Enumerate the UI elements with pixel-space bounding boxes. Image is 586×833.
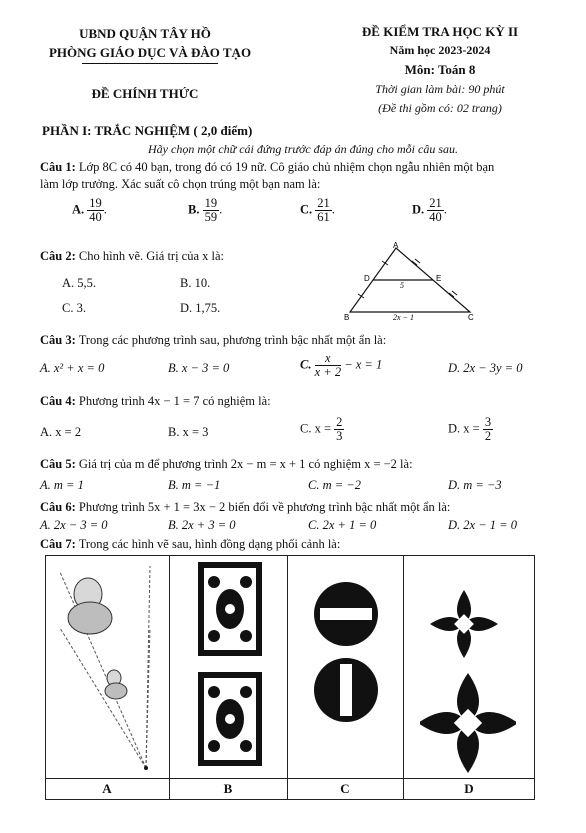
petal-small: [430, 590, 498, 658]
q6-option-b: B. 2x + 3 = 0: [168, 518, 236, 532]
q7-caption-d: D: [464, 781, 474, 796]
header-right-3: Môn: Toán 8: [404, 62, 476, 77]
q3-option-d: D. 2x − 3y = 0: [448, 361, 523, 375]
q7-caption-c: C: [340, 781, 350, 796]
label-e: E: [436, 274, 442, 283]
small-figure-body: [105, 683, 127, 699]
q2-triangle-figure: [338, 240, 488, 320]
label-bc-length: 2x − 1: [393, 313, 414, 320]
q6-question: Câu 6: Phương trình 5x + 1 = 3x − 2 biến đổi về phương trình bậc nhất một ẩn là:: [40, 500, 451, 514]
q3-option-a: A. x² + x = 0: [40, 361, 105, 375]
tick-ad: [382, 261, 388, 265]
q3-option-c: C. $\frac{x}{x + 2}$ − x = 1: [300, 351, 383, 379]
q4-option-a: A. x = 2: [40, 425, 82, 439]
part1-instruction: Hãy chọn một chữ cái đứng trước đáp án đúng cho mỗi câu sau.: [148, 142, 458, 156]
q6-option-d: D. 2x − 1 = 0: [448, 518, 517, 532]
q6-option-c: C. 2x + 1 = 0: [308, 518, 377, 532]
q4-option-d: D. x = $\frac{3}{2}$: [448, 415, 492, 443]
q7-figure-b: [190, 560, 270, 772]
tile-bottom-corner-1: [208, 686, 220, 698]
header-right-5: (Đề thi gồm có: 02 trang): [378, 101, 502, 115]
tile-top-corner-4: [240, 630, 252, 642]
sign-horizontal-bar: [320, 608, 372, 620]
q7-figure-d: [420, 578, 516, 774]
header-right-2: Năm học 2023-2024: [389, 43, 491, 57]
center-point: [144, 766, 148, 770]
q5-option-b: B. m = −1: [168, 478, 221, 492]
q5-option-c: C. m = −2: [308, 478, 361, 492]
q2-question: Câu 2: Cho hình vẽ. Giá trị của x là:: [40, 249, 225, 263]
q7-question: Câu 7: Trong các hình vẽ sau, hình đồng dạng phối cảnh là:: [40, 537, 341, 551]
header-underline: [82, 63, 218, 64]
q5-question: Câu 5: Giá trị của m để phương trình 2x − m = x + 1 có nghiệm x = −2 là:: [40, 457, 413, 471]
q4-option-c: C. x = $\frac{2}{3}$: [300, 415, 343, 443]
q3-option-b: B. x − 3 = 0: [168, 361, 230, 375]
q2-option-b: B. 10.: [180, 276, 211, 290]
tile-top-corner-2: [240, 576, 252, 588]
tile-bottom-corner-2: [240, 686, 252, 698]
ray-e: [146, 628, 150, 768]
tick-ae-2: [415, 259, 420, 263]
header-left-1: UBND QUẬN TÂY HỒ: [79, 26, 211, 41]
q6-option-a: A. 2x − 3 = 0: [40, 518, 108, 532]
tile-top-center: [225, 604, 235, 614]
header-right-4: Thời gian làm bài: 90 phút: [375, 82, 505, 96]
q1-option-c: C. $\frac{21}{61}$ .: [300, 196, 335, 224]
q2-option-a: A. 5,5.: [62, 276, 97, 290]
q7-figure-a: [46, 556, 168, 776]
label-b: B: [344, 313, 350, 320]
tile-top-corner-1: [208, 576, 220, 588]
ray-g: [60, 572, 146, 768]
q1-option-d: D. $\frac{21}{40}$ .: [412, 196, 447, 224]
q1-line1: Câu 1: Lớp 8C có 40 bạn, trong đó có 19 nữ. Cô giáo chủ nhiệm chọn ngẫu nhiên một bạn: [40, 160, 495, 174]
label-a: A: [393, 241, 399, 250]
q4-option-b: B. x = 3: [168, 425, 209, 439]
header-right-1: ĐỀ KIỂM TRA HỌC KỲ II: [361, 24, 519, 39]
tile-bottom-corner-4: [240, 740, 252, 752]
large-figure-body: [68, 602, 112, 634]
tile-top-corner-3: [208, 630, 220, 642]
q7-caption-a: A: [102, 781, 112, 796]
q2-option-c: C. 3.: [62, 301, 86, 315]
q7-caption-b: B: [223, 781, 233, 796]
tick-ec-2: [452, 291, 457, 295]
q7-figure-c: [310, 578, 382, 728]
q3-question: Câu 3: Trong các phương trình sau, phương trình bậc nhất một ẩn là:: [40, 333, 387, 347]
tile-bottom-corner-3: [208, 740, 220, 752]
header-left-3: ĐỀ CHÍNH THỨC: [91, 86, 199, 101]
label-d: D: [364, 274, 370, 283]
q1-option-b: B. $\frac{19}{59}$ .: [188, 196, 223, 224]
sign-vertical-bar: [340, 664, 352, 716]
q5-option-a: A. m = 1: [40, 478, 84, 492]
ray-f: [60, 628, 146, 768]
part1-title: PHẦN I: TRẮC NGHIỆM ( 2,0 điểm): [42, 123, 253, 138]
q1-line2: làm lớp trưởng. Xác suất cô chọn trúng một bạn nam là:: [40, 177, 321, 191]
q5-option-d: D. m = −3: [448, 478, 502, 492]
label-c: C: [468, 313, 474, 320]
tile-bottom-center: [225, 714, 235, 724]
q2-option-d: D. 1,75.: [180, 301, 221, 315]
label-de-length: 5: [400, 281, 404, 290]
q4-question: Câu 4: Phương trình 4x − 1 = 7 có nghiệm là:: [40, 394, 271, 408]
header-left-2: PHÒNG GIÁO DỤC VÀ ĐÀO TẠO: [48, 45, 252, 60]
petal-large: [420, 673, 516, 773]
q1-option-a: A. $\frac{19}{40}$ .: [72, 196, 107, 224]
